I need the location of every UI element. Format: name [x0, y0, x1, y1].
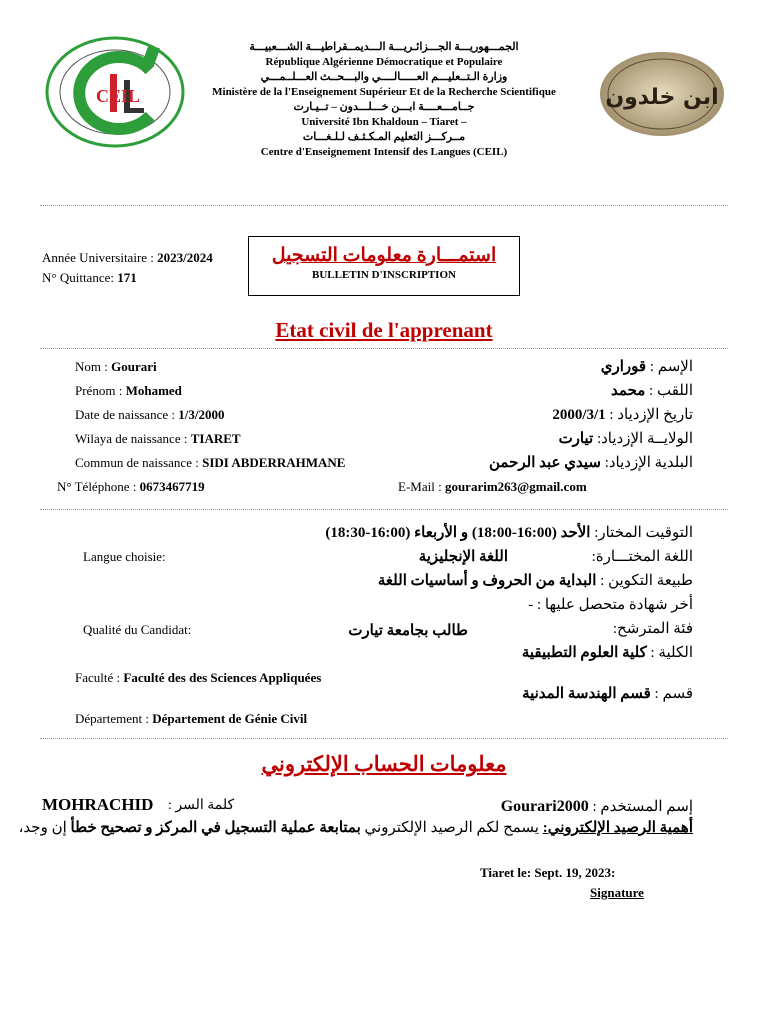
email-label: E-Mail :	[398, 479, 445, 494]
username-value: Gourari2000	[500, 798, 589, 815]
header-ar-center: مــركـــز التعليم المـكـثـف لـلـغـــات	[302, 131, 466, 143]
field-dept-fr	[75, 711, 307, 727]
field-training-type	[378, 571, 693, 590]
field-faculty-ar	[522, 643, 693, 662]
dept-fr-label: Département :	[75, 711, 153, 726]
lang-value: اللغة الإنجليزية	[418, 549, 508, 565]
nom-value: Gourari	[111, 359, 157, 374]
divider	[40, 738, 728, 739]
dept-ar-value: قسم الهندسة المدنية	[522, 686, 651, 702]
title-box-ar: استمـــارة معلومات التسجيل	[271, 245, 497, 266]
quality-fr-label: Qualité du Candidat:	[83, 622, 192, 637]
receipt-label: N° Quittance:	[42, 270, 118, 285]
divider	[40, 348, 728, 349]
field-prenom	[75, 383, 182, 399]
academic-year	[42, 250, 213, 266]
training-type-value: البداية من الحروف و أساسيات اللغة	[377, 573, 597, 589]
field-ar-commune	[489, 453, 693, 472]
footer-date: Tiaret le: Sept. 19, 2023:	[480, 865, 616, 880]
signature-label: Signature	[590, 885, 644, 900]
dob-label: Date de naissance :	[75, 407, 179, 422]
ar-prenom-value: محمد	[611, 383, 646, 399]
ar-nom-label: الإسم :	[646, 359, 693, 375]
logo-university-text: ابن خلدون	[605, 85, 719, 110]
ar-commune-label: البلدية الإزدياد:	[600, 455, 693, 471]
prenom-label: Prénom :	[75, 383, 126, 398]
lang-ar-label: اللغة المختـــارة:	[591, 549, 693, 565]
header-ar-university: جــامـــعــــة ابـــن خـــلـــدون – تــيـارت	[293, 101, 475, 113]
title-box-fr: BULLETIN D'INSCRIPTION	[312, 269, 456, 281]
lang-fr-label: Langue choisie:	[83, 549, 166, 564]
note-label: أهمية الرصيد الإلكتروني:	[542, 820, 693, 836]
account-title: معلومات الحساب الإلكتروني	[261, 752, 507, 776]
dob-value: 1/3/2000	[178, 407, 225, 422]
field-dept-ar	[522, 684, 693, 703]
ar-prenom-label: اللقب :	[645, 383, 693, 399]
phone-label: N° Téléphone :	[57, 479, 140, 494]
timing-value: الأحد (16:00-18:00) و الأربعاء (16:00-18:30)	[325, 525, 591, 541]
header-fr-ministry: Ministère de la l'Enseignement Supérieur Et de la Recherche Scientifique	[212, 86, 556, 98]
divider	[40, 205, 728, 206]
commune-label: Commun de naissance :	[75, 455, 203, 470]
quality-value: طالب بجامعة تيارت	[348, 623, 468, 639]
academic-year-value: 2023/2024	[157, 250, 213, 265]
wilaya-label: Wilaya de naissance :	[75, 431, 191, 446]
field-ar-nom	[601, 357, 693, 376]
ar-dob-label: تاريخ الإزدياد :	[605, 407, 693, 423]
field-email	[398, 479, 587, 495]
field-faculty-fr	[75, 670, 321, 686]
header-fr-university: Université Ibn Khaldoun – Tiaret –	[301, 116, 467, 128]
email-value: gourarim263@gmail.com	[444, 479, 587, 494]
section-civil-title: Etat civil de l'apprenant	[275, 318, 493, 342]
phone-value: 0673467719	[139, 479, 205, 494]
field-phone	[57, 479, 205, 495]
field-commune	[75, 455, 345, 471]
dept-ar-label: قسم :	[650, 686, 693, 702]
faculty-fr-label: Faculté :	[75, 670, 124, 685]
field-timing	[325, 523, 693, 542]
username-label: إسم المستخدم :	[588, 799, 693, 815]
password-label: كلمة السر :	[168, 798, 235, 813]
ar-dob-value: 2000/3/1	[552, 407, 606, 423]
ar-wilaya-value: تيارت	[558, 431, 594, 447]
header-ar-republic: الجمـــهوريـــة الجـــزائـريـــة الـــديمــقراطيـــة الشـــعبيـــة	[249, 41, 519, 53]
wilaya-value: TIARET	[190, 431, 241, 446]
header-text	[180, 40, 588, 160]
note-text: يسمح لكم الرصيد الإلكتروني	[360, 820, 543, 836]
timing-label: التوقيت المختار:	[590, 525, 693, 541]
note-end: إن وجد،	[18, 820, 71, 836]
field-ar-dob	[552, 405, 693, 424]
ar-nom-value: قوراري	[600, 359, 647, 375]
ar-wilaya-label: الولايــة الإزدياد:	[593, 431, 693, 447]
divider	[40, 509, 728, 510]
field-ar-wilaya	[559, 429, 693, 448]
prenom-value: Mohamed	[125, 383, 182, 398]
header-fr-center: Centre d'Enseignement Intensif des Langues (CEIL)	[260, 146, 508, 158]
training-type-label: طبيعة التكوين :	[596, 573, 693, 589]
faculty-ar-value: كلية العلوم التطبيقية	[521, 645, 647, 661]
field-certificate: أخر شهادة متحصل عليها : -	[528, 597, 693, 613]
header-fr-republic: République Algérienne Démocratique et Populaire	[265, 56, 503, 68]
username-row	[501, 797, 693, 816]
account-note	[19, 818, 693, 837]
quality-ar-label: فئة المترشح:	[612, 621, 693, 637]
logo-ceil-text: CEIL	[96, 86, 141, 106]
logo-university	[598, 50, 726, 138]
academic-year-label: Année Universitaire :	[42, 250, 158, 265]
password-value: MOHRACHID	[42, 795, 154, 814]
faculty-ar-label: الكلية :	[646, 645, 693, 661]
ar-commune-value: سيدي عبد الرحمن	[489, 455, 601, 471]
field-wilaya	[75, 431, 241, 447]
receipt-value: 171	[117, 270, 137, 285]
nom-label: Nom :	[75, 359, 112, 374]
receipt-number	[42, 270, 137, 286]
commune-value: SIDI ABDERRAHMANE	[202, 455, 346, 470]
dept-fr-value: Département de Génie Civil	[152, 711, 308, 726]
field-ar-prenom	[611, 381, 693, 400]
header-ar-ministry: وزارة الـتــعليـــم العـــــالــــي والبـــحــث العـــلــمـــي	[260, 71, 508, 83]
faculty-fr-value: Faculté des des Sciences Appliquées	[123, 670, 322, 685]
title-box	[248, 236, 520, 296]
field-nom	[75, 359, 157, 375]
field-dob	[75, 407, 224, 423]
note-bold: بمتابعة عملية التسجيل في المركز و تصحيح خطأ	[70, 820, 361, 836]
